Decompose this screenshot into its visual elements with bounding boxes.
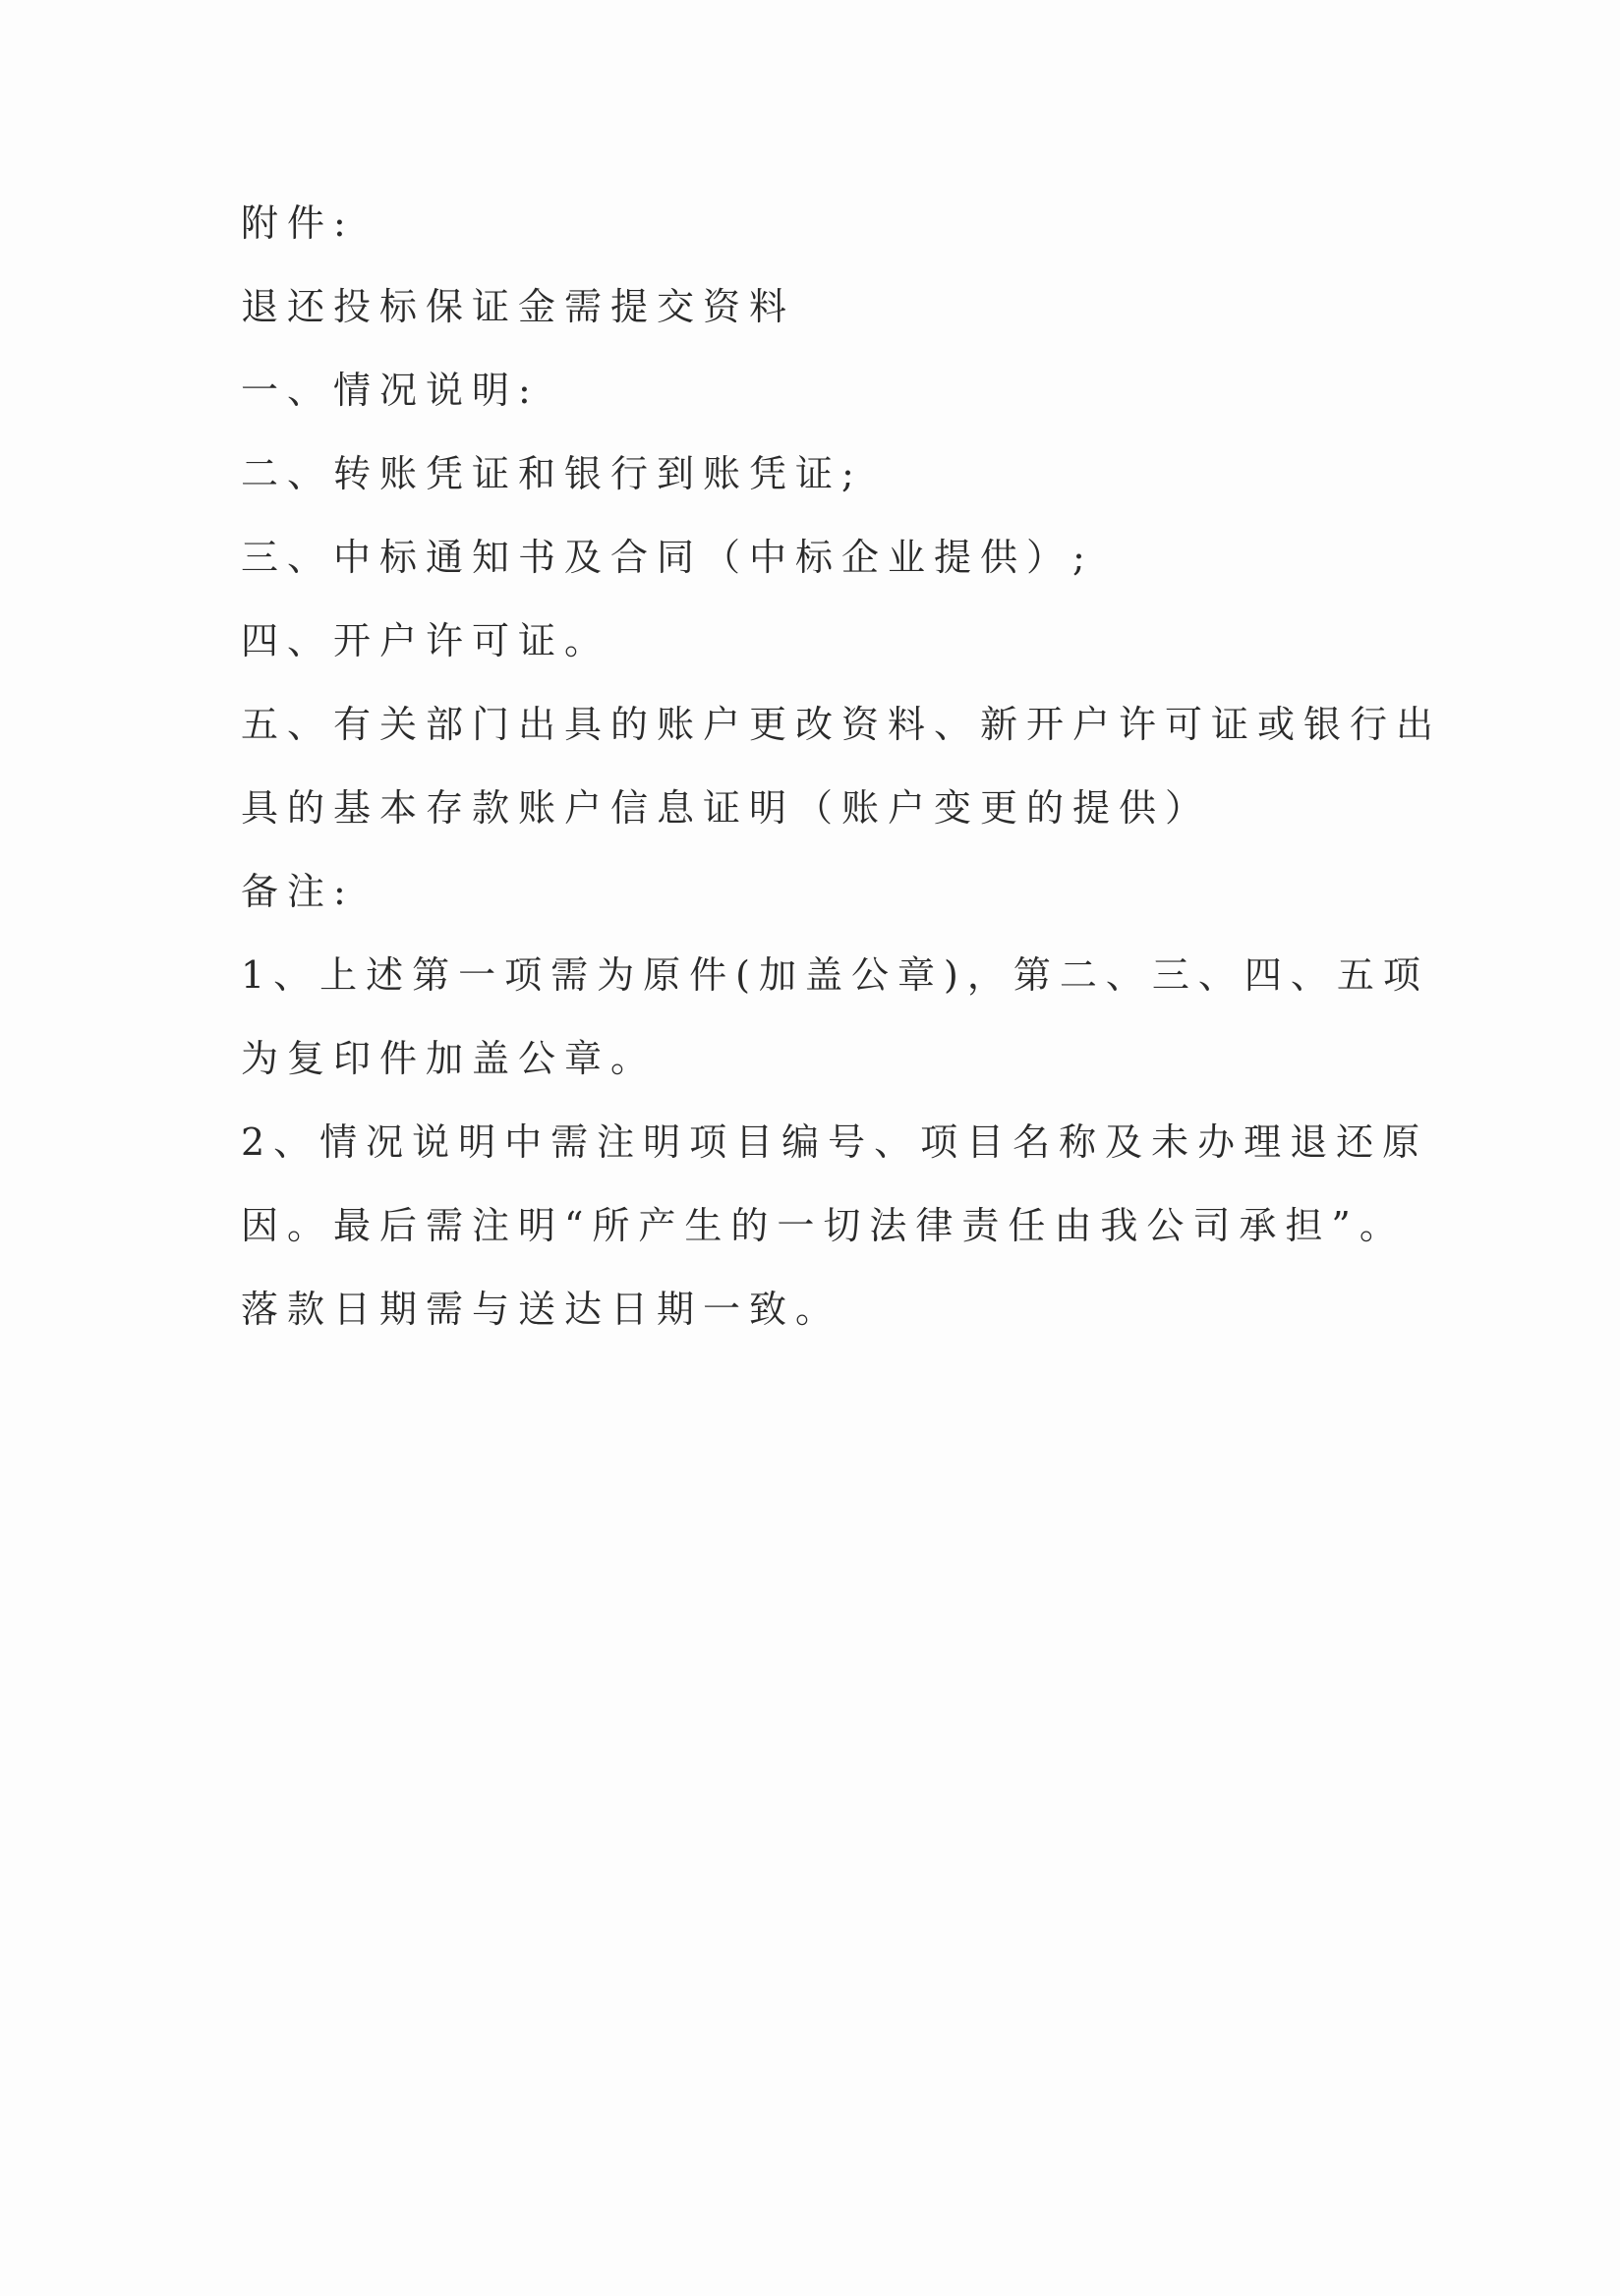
document-body (241, 182, 1443, 1351)
remark-2: 2、情况说明中需注明项目编号、项目名称及未办理退还原 (241, 1120, 1429, 1164)
list-item-3: 三、中标通知书及合同（中标企业提供）; (241, 536, 1094, 579)
list-item-5: 五、有关部门出具的账户更改资料、新开户许可证或银行出 (241, 703, 1443, 746)
list-item-1: 一、情况说明: (241, 369, 540, 412)
remarks-label: 备注: (241, 870, 355, 913)
remark-2-continued: 因。最后需注明“所产生的一切法律责任由我公司承担”。 (241, 1204, 1406, 1247)
attachment-label: 附件: (241, 201, 355, 245)
list-item-2: 二、转账凭证和银行到账凭证; (241, 452, 863, 495)
list-item-5-continued: 具的基本存款账户信息证明（账户变更的提供） (241, 786, 1212, 830)
remark-1: 1、上述第一项需为原件(加盖公章)，第二、三、四、五项 (241, 953, 1429, 997)
remark-2-continued-2: 落款日期需与送达日期一致。 (241, 1288, 842, 1331)
list-item-4: 四、开户许可证。 (241, 619, 611, 662)
remark-1-continued: 为复印件加盖公章。 (241, 1037, 658, 1080)
document-title: 退还投标保证金需提交资料 (241, 285, 796, 328)
